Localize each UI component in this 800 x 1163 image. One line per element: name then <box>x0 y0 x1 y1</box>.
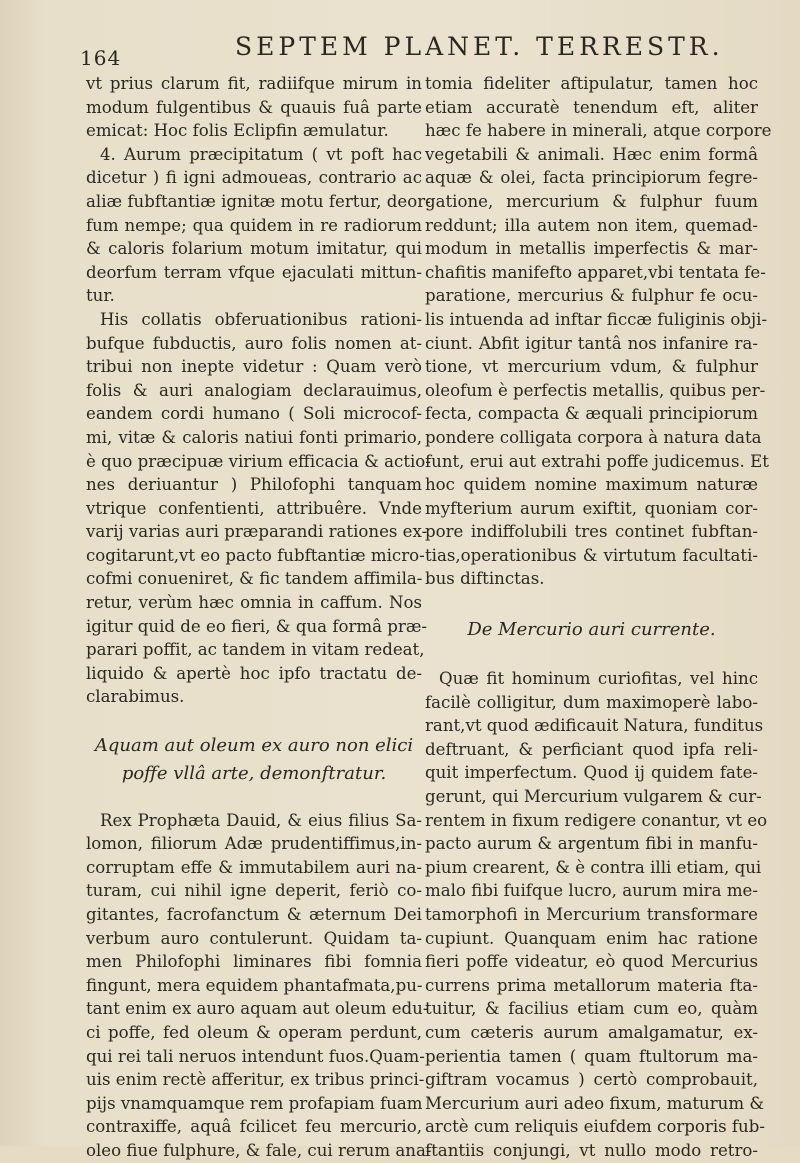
left-text-block-a <box>86 72 431 709</box>
text-line: uis enim rectè afferitur, ex tribus princi- <box>86 1070 425 1090</box>
right-text-block-b <box>425 667 768 1162</box>
text-line: bus diftinctas. <box>425 569 545 589</box>
text-line: gatione, mercurium & fulphur fuum <box>425 191 758 211</box>
text-line: dicetur ) fi igni admoueas, contrario ac <box>86 168 422 188</box>
text-line: fecta, compacta & æquali principiorum <box>425 404 758 424</box>
left-text-block-b <box>86 809 432 1163</box>
text-line: currens prima metallorum materia fta- <box>425 975 758 995</box>
text-line: pijs vnamquamque rem profapiam fuam <box>86 1093 423 1113</box>
spacer <box>425 643 758 667</box>
section-heading-aquam-line1: Aquam aut oleum ex auro non elici <box>94 734 414 756</box>
section-heading-aquam-line2: poffe vllâ arte, demonftratur. <box>121 762 387 784</box>
text-line: tomia fideliter aftipulatur, tamen hoc <box>425 74 758 93</box>
text-line: modum in metallis imperfectis & mar- <box>425 239 758 259</box>
text-line: folis & auri analogiam declarauimus, <box>86 380 422 400</box>
page-number: 164 <box>80 46 122 70</box>
text-line: malo fibi fuifque lucro, aurum mira me- <box>425 881 758 901</box>
text-line: tur. <box>86 286 115 306</box>
text-line: ftantiis conjungi, vt nullo modo retro- <box>425 1140 758 1160</box>
text-line: modum fulgentibus & quauis fuâ parte <box>86 97 422 117</box>
text-line: reddunt; illa autem non item, quemad- <box>425 215 758 235</box>
running-head: SEPTEM PLANET. TERRESTR. <box>235 32 724 61</box>
page-header <box>80 32 740 72</box>
text-line: lomon, filiorum Adæ prudentiffimus,in- <box>86 834 422 854</box>
text-line: vegetabili & animali. Hæc enim formâ <box>425 144 758 164</box>
text-line: emicat: Hoc folis Eclipfin æmulatur. <box>86 121 389 141</box>
right-column <box>425 72 772 1163</box>
text-line: etiam accuratè tenendum eft, aliter <box>425 97 758 117</box>
section-heading-mercurio: De Mercurio auri currente. <box>467 619 716 641</box>
text-line: è quo præcipuæ virium efficacia & actio- <box>86 451 431 471</box>
text-line: funt, erui aut extrahi poffe judicemus. Et <box>425 451 769 471</box>
text-line: oleo fiue fulphure, & fale, cui rerum ana- <box>86 1140 432 1160</box>
text-line: aquæ & olei, facta principiorum fegre- <box>425 168 758 188</box>
text-line: bufque fubductis, auro folis nomen at- <box>86 333 422 353</box>
text-line: corruptam effe & immutabilem auri na- <box>86 857 422 877</box>
text-line: hoc quidem nomine maximum naturæ <box>425 475 758 495</box>
text-line: vtrique confentienti, attribuêre. Vnde <box>86 498 422 518</box>
text-line: paratione, mercurius & fulphur fe ocu- <box>425 286 758 306</box>
text-line: rant,vt quod ædificauit Natura, funditus <box>425 716 764 736</box>
text-line: tamorphofi in Mercurium transformare <box>425 905 758 924</box>
text-line: chafitis manifefto apparet,vbi tentata fe- <box>425 262 766 282</box>
text-line: contraxiffe, aquâ fcilicet feu mercurio, <box>86 1117 422 1137</box>
text-line: igitur quid de eo fieri, & qua formâ præ- <box>86 616 428 636</box>
text-line: 4. Aurum præcipitatum ( vt poft hac <box>100 144 422 164</box>
text-line: turam, cui nihil igne deperit, feriò co- <box>86 881 422 901</box>
text-line: cupiunt. Quanquam enim hac ratione <box>425 928 758 948</box>
text-line: deorfum terram vfque ejaculati mittun- <box>86 262 422 282</box>
text-line: tias,operationibus & virtutum facultati- <box>425 545 758 565</box>
text-line: arctè cum reliquis eiufdem corporis fub- <box>425 1117 765 1137</box>
text-line: Quæ fit hominum curiofitas, vel hinc <box>439 669 758 689</box>
text-line: retur, verùm hæc omnia in caffum. Nos <box>86 593 422 613</box>
text-line: clarabimus. <box>86 687 185 707</box>
text-line: verbum auro contulerunt. Quidam ta- <box>86 928 422 948</box>
text-line: varij varias auri præparandi rationes ex- <box>86 522 428 542</box>
text-line: qui rei tali neruos intendunt fuos.Quam- <box>86 1046 425 1066</box>
text-line: gitantes, facrofanctum & æternum Dei <box>86 905 422 924</box>
text-line: facilè colligitur, dum maximoperè labo- <box>425 692 758 712</box>
text-line: tuitur, & facilius etiam cum eo, quàm <box>425 999 758 1019</box>
spacer <box>86 709 422 733</box>
text-line: pacto aurum & argentum fibi in manfu- <box>425 834 758 854</box>
text-line: nes deriuantur ) Philofophi tanquam <box>86 475 422 495</box>
text-line: fieri poffe videatur, eò quod Mercurius <box>425 952 758 972</box>
text-line: myfterium aurum exiftit, quoniam cor- <box>425 498 758 518</box>
text-line: ciunt. Abfit igitur tantâ nos infanire ra- <box>425 333 758 353</box>
text-line: quit imperfectum. Quod ij quidem fate- <box>425 763 758 783</box>
spacer <box>425 591 758 617</box>
text-line: fum nempe; qua quidem in re radiorum <box>86 215 422 235</box>
spacer <box>86 787 422 809</box>
text-line: lis intuenda ad inftar ficcæ fuliginis obji- <box>425 309 768 329</box>
text-line: cofmi conueniret, & fic tandem affimila- <box>86 569 423 589</box>
text-line: fingunt, mera equidem phantafmata,pu- <box>86 975 423 995</box>
text-line: pore indiffolubili tres continet fubftan- <box>425 522 758 542</box>
text-line: men Philofophi liminares fibi fomnia <box>86 952 422 972</box>
text-line: ci poffe, fed oleum & operam perdunt, <box>86 1022 422 1042</box>
text-line: Rex Prophæta Dauid, & eius filius Sa- <box>100 810 422 830</box>
text-line: His collatis obferuationibus rationi- <box>100 309 422 329</box>
text-line: eandem cordi humano ( Soli microcof- <box>86 404 422 424</box>
text-line: parari poffit, ac tandem in vitam redeat, <box>86 640 425 660</box>
text-line: liquido & apertè hoc ipfo tractatu de- <box>86 663 422 683</box>
text-line: rentem in fixum redigere conantur, vt eo <box>425 810 768 830</box>
text-line: oleofum è perfectis metallis, quibus per- <box>425 380 766 400</box>
text-line: pium crearent, & è contra illi etiam, qui <box>425 857 762 877</box>
text-line: giftram vocamus ) certò comprobauit, <box>425 1070 758 1090</box>
text-line: deftruant, & perficiant quod ipfa reli- <box>425 739 758 759</box>
text-line: gerunt, qui Mercurium vulgarem & cur- <box>425 787 762 807</box>
text-line: hæc fe habere in minerali, atque corpore <box>425 121 772 141</box>
text-line: aliæ fubftantiæ ignitæ motu fertur, deor- <box>86 191 431 211</box>
text-line: perientia tamen ( quam ftultorum ma- <box>425 1046 758 1066</box>
text-line: cum cæteris aurum amalgamatur, ex- <box>425 1022 758 1042</box>
text-line: cogitarunt,vt eo pacto fubftantiæ micro- <box>86 545 425 565</box>
text-line: pondere colligata corpora à natura data <box>425 427 762 447</box>
text-line: mi, vitæ & caloris natiui fonti primario, <box>86 427 422 447</box>
right-text-block-a <box>425 72 772 591</box>
text-line: tione, vt mercurium vdum, & fulphur <box>425 357 758 377</box>
text-line: Mercurium auri adeo fixum, maturum & <box>425 1093 765 1113</box>
text-line: & caloris folarium motum imitatur, qui <box>86 239 422 259</box>
text-line: vt prius clarum fit, radiifque mirum in <box>86 74 422 93</box>
left-column <box>86 72 432 1163</box>
text-line: tant enim ex auro aquam aut oleum edu- <box>86 999 429 1019</box>
text-line: tribui non inepte videtur : Quam verò <box>86 357 422 377</box>
